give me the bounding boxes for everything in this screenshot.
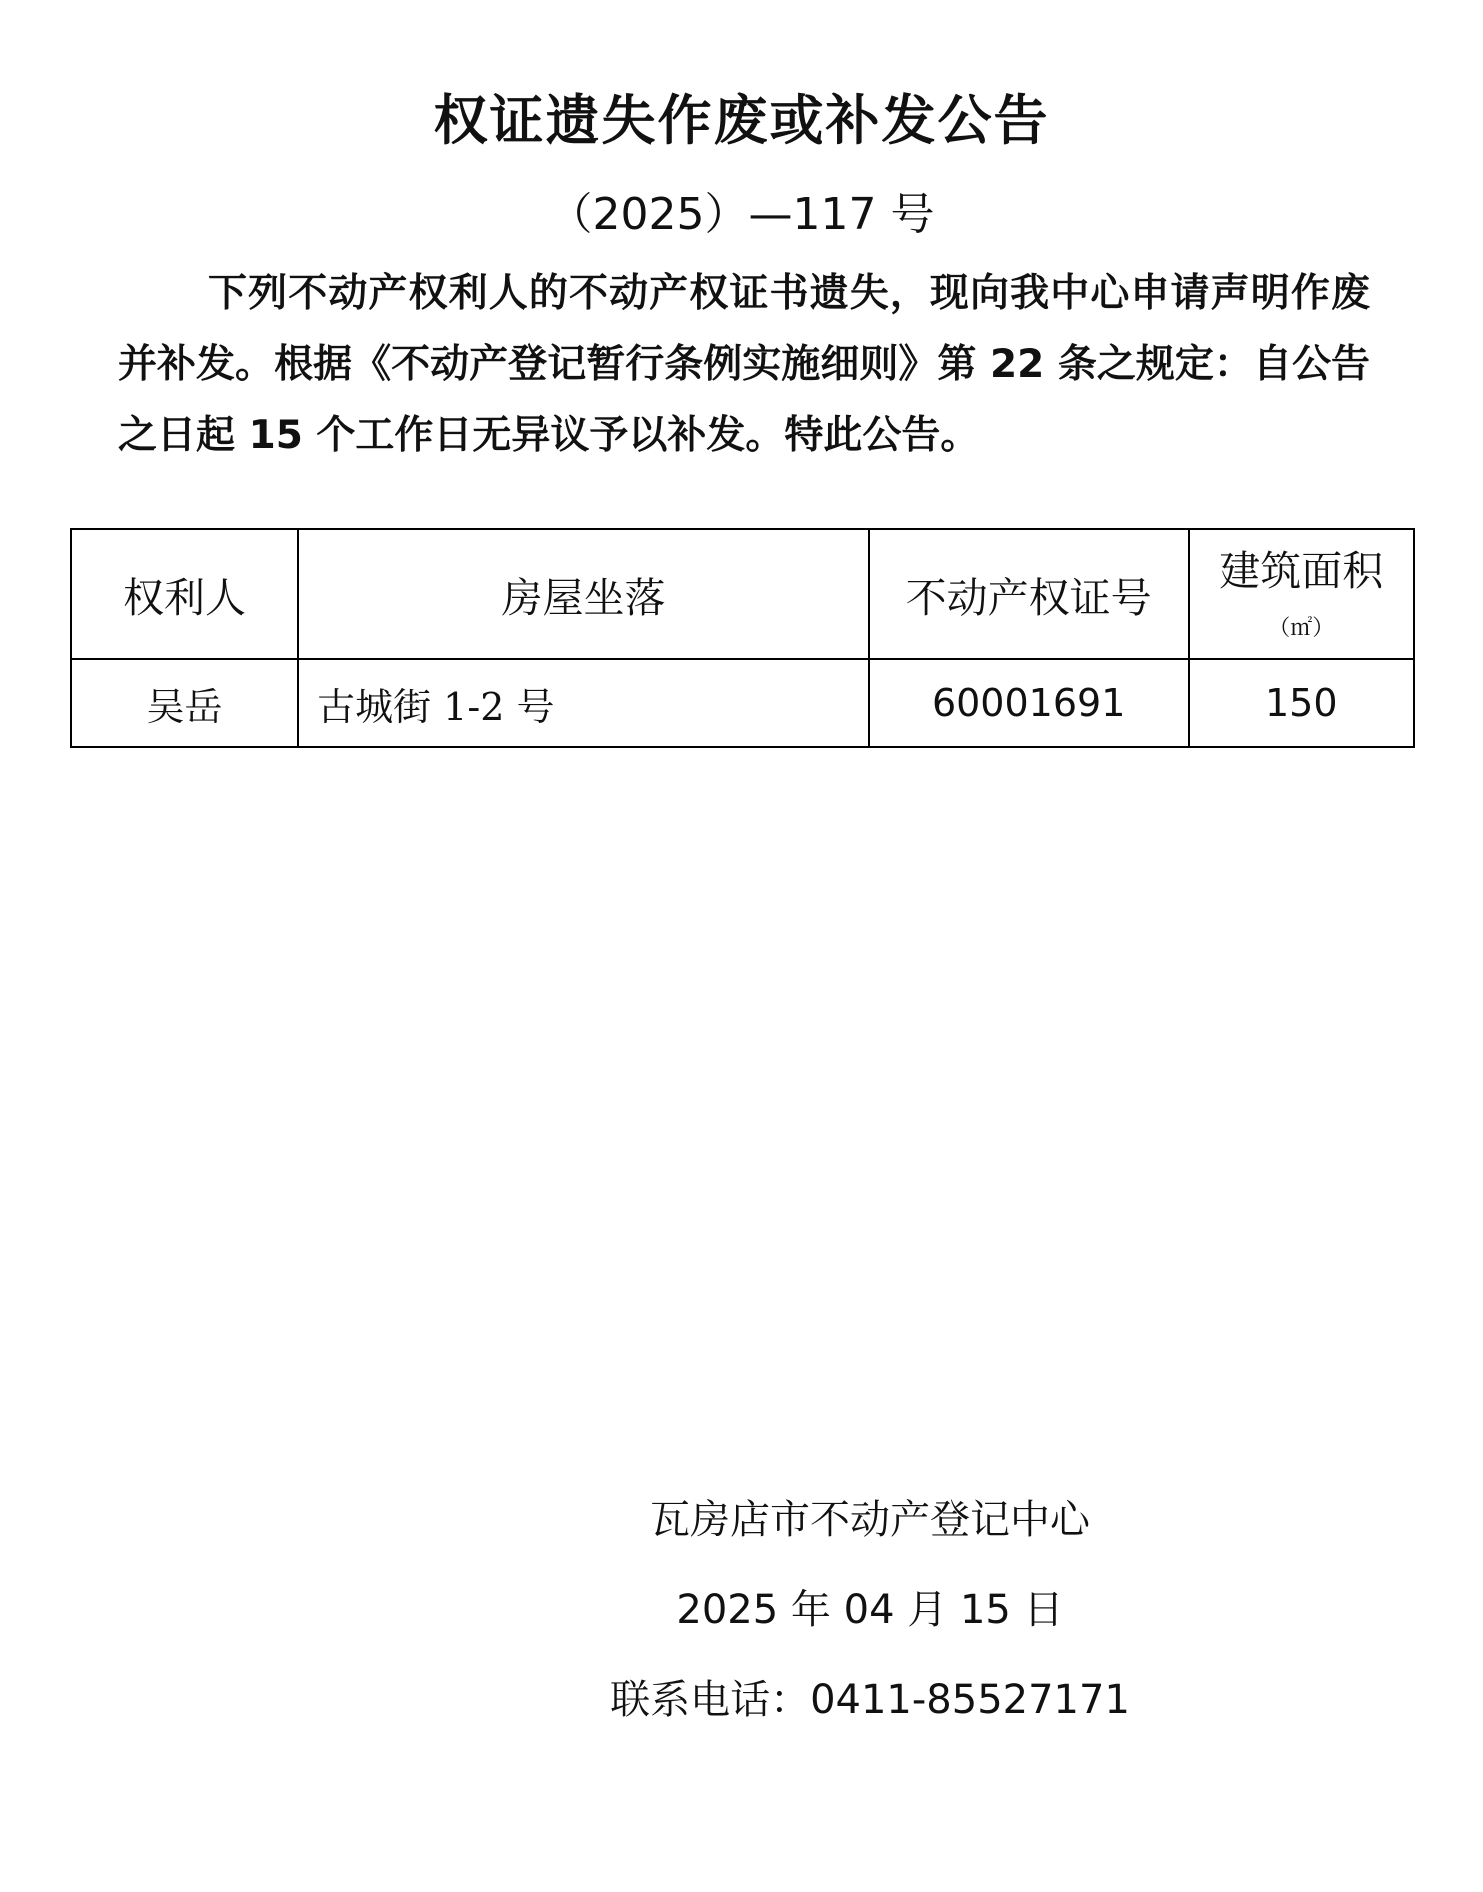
- notice-number: （2025）—117 号: [548, 189, 935, 240]
- records-table: [70, 528, 1415, 748]
- cell-holder: 吴岳: [71, 659, 298, 747]
- header-address: 房屋坐落: [298, 529, 869, 659]
- notice-body: 下列不动产权利人的不动产权证书遗失，现向我中心申请声明作废并补发。根据《不动产登记暂行条例实施细则》第 22 条之规定：自公告之日起 15 个工作日无异议予以补发。特此公告。: [118, 271, 1370, 458]
- cell-cert-no: 60001691: [869, 659, 1189, 747]
- notice-title: 权证遗失作废或补发公告: [433, 89, 1050, 152]
- header-area: [1189, 529, 1414, 659]
- issue-date: 2025 年 04 月 15 日: [676, 1587, 1064, 1633]
- cell-address: 古城街 1-2 号: [298, 659, 869, 747]
- table-row: [71, 659, 1414, 747]
- issuing-organization: 瓦房店市不动产登记中心: [650, 1497, 1090, 1543]
- header-cert-no: 不动产权证号: [869, 529, 1189, 659]
- header-area-unit: （㎡）: [1268, 616, 1335, 641]
- cell-area: 150: [1189, 659, 1414, 747]
- header-holder: 权利人: [71, 529, 298, 659]
- table-header-row: [71, 529, 1414, 659]
- contact-phone: 联系电话：0411-85527171: [610, 1677, 1130, 1723]
- header-area-label: 建筑面积: [1219, 547, 1384, 595]
